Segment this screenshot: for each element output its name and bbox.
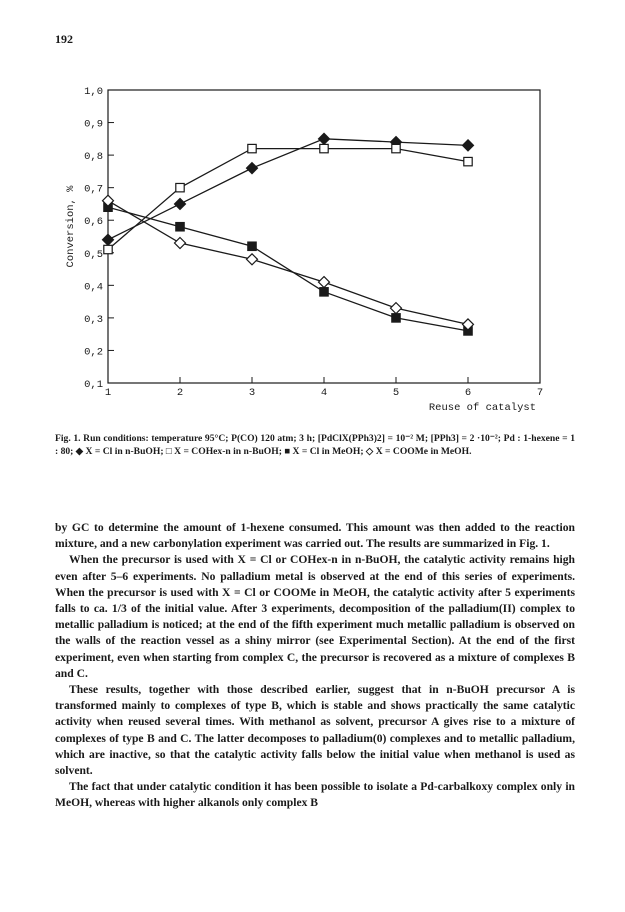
y-tick-label: 0,1 bbox=[84, 379, 103, 391]
series-line-4 bbox=[108, 201, 468, 325]
y-axis-label: Conversion, % bbox=[65, 185, 77, 268]
data-point bbox=[464, 157, 472, 165]
data-point bbox=[319, 133, 330, 144]
y-tick-label: 1,0 bbox=[84, 86, 103, 98]
series-line-1 bbox=[108, 139, 468, 240]
paragraph-4: The fact that under catalytic condition it has been possible to isolate a Pd-carbalkoxy complex only in MeOH, whereas with higher alkanols only complex B bbox=[55, 780, 575, 810]
paragraph-1: by GC to determine the amount of 1-hexene consumed. This amount was then added to the reaction mixture, and a new carbonylation experiment was carried out. The results are summarized in Fig. 1. bbox=[55, 521, 575, 551]
y-tick-label: 0,2 bbox=[84, 346, 103, 359]
data-point bbox=[320, 288, 328, 296]
data-point bbox=[175, 198, 186, 209]
y-tick-label: 0,9 bbox=[84, 118, 103, 131]
data-point bbox=[103, 234, 114, 245]
data-point bbox=[392, 314, 400, 322]
chart-series-lines bbox=[108, 139, 468, 331]
x-axis-label: Reuse of catalyst bbox=[428, 402, 536, 414]
conversion-chart bbox=[0, 70, 625, 430]
x-tick-label: 7 bbox=[536, 387, 544, 399]
data-point bbox=[463, 140, 474, 151]
data-point bbox=[392, 144, 400, 152]
y-tick-label: 0,8 bbox=[84, 151, 103, 164]
x-tick-label: 5 bbox=[392, 387, 400, 399]
x-tick-label: 3 bbox=[248, 387, 256, 399]
data-point bbox=[175, 238, 186, 249]
data-point bbox=[320, 144, 328, 152]
y-tick-label: 0,6 bbox=[84, 216, 103, 229]
data-point bbox=[391, 303, 402, 314]
data-point bbox=[248, 242, 256, 250]
data-point bbox=[176, 223, 184, 231]
chart-markers bbox=[103, 133, 474, 335]
body-text bbox=[55, 520, 575, 812]
x-tick-label: 6 bbox=[464, 387, 472, 399]
x-tick-label: 4 bbox=[320, 387, 328, 399]
data-point bbox=[176, 183, 184, 191]
paragraph-2: When the precursor is used with X = Cl or COHex-n in n-BuOH, the catalytic activity remains high even after 5–6 experiments. No palladium metal is observed at the end of this series of experiments. When the precursor is used with X = Cl or COOMe in MeOH, the catalytic activity after 5 experiments falls to ca. 1/3 of the initial value. After 3 experiments, decomposition of the palladium(II) complex to metallic palladium is noticed; at the end of the fifth experiment much metallic palladium is observed on the walls of the reaction vessel as a shiny mirror (see Experimental Section). At the end of the first experiment, even when starting from complex C, the precursor is recovered as a mixture of complexes B and C. bbox=[55, 553, 575, 680]
y-tick-label: 0,3 bbox=[84, 313, 103, 326]
page-number: 192 bbox=[55, 32, 73, 46]
figure-caption: Fig. 1. Run conditions: temperature 95°C; P(CO) 120 atm; 3 h; [PdClX(PPh3)2] = 10⁻² M; [PPh3] = 2 ·10⁻²; Pd : 1-hexene = 1 : 80; ◆ X = Cl in n-BuOH; □ X = COHex-n in n-BuOH; ■ X = Cl in MeOH; ◇ X = COOMe in MeOH. bbox=[55, 433, 575, 457]
data-point bbox=[247, 254, 258, 265]
data-point bbox=[104, 245, 112, 253]
chart-labels bbox=[65, 86, 543, 414]
y-tick-label: 0,7 bbox=[84, 183, 103, 196]
y-tick-label: 0,4 bbox=[84, 281, 103, 294]
series-line-2 bbox=[108, 149, 468, 250]
paragraph-3: These results, together with those described earlier, suggest that in n-BuOH precursor A is transformed mainly to complexes of type B, which is stable and shows practically the same catalytic activity when reused several times. With methanol as solvent, precursor A gives rise to a mixture of complexes of type B and C. The latter decomposes to palladium(0) complexes and to metallic palladium, which are inactive, so that the catalytic activity falls below the initial value when methanol is used as solvent. bbox=[55, 683, 575, 778]
data-point bbox=[248, 144, 256, 152]
x-tick-label: 2 bbox=[176, 387, 184, 399]
x-tick-label: 1 bbox=[104, 387, 112, 399]
data-point bbox=[319, 277, 330, 288]
y-tick-label: 0,5 bbox=[84, 248, 103, 261]
data-point bbox=[247, 163, 258, 174]
